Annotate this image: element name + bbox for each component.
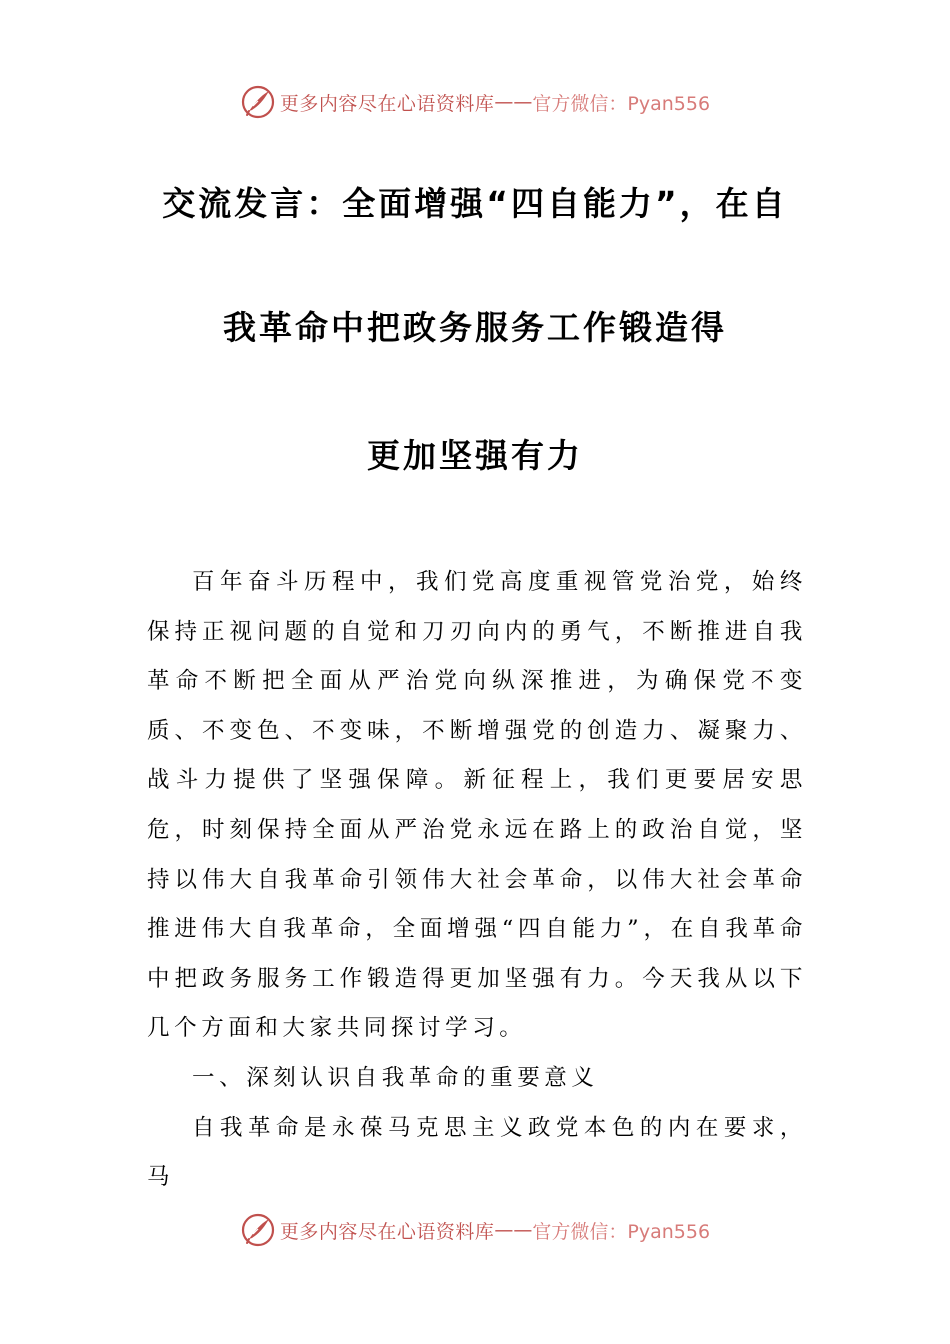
quill-logo-icon [240, 1212, 276, 1248]
body-paragraph: 百年奋斗历程中，我们党高度重视管党治党，始终保持正视问题的自觉和刀刃向内的勇气，不断推进自我革命不断把全面从严治党向纵深推进，为确保党不变质、不变色、不变味，不断增强党的创造力、凝聚力、战斗力提供了坚强保障。新征程上，我们更要居安思危，时刻保持全面从严治党永远在路上的政治自觉，坚持以伟大自我革命引领伟大社会革命，以伟大社会革命推进伟大自我革命，全面增强“四自能力”，在自我革命中把政务服务工作锻造得更加坚强有力。今天我从以下几个方面和大家共同探讨学习。 [147, 569, 807, 1042]
banner-dash: —— [494, 91, 533, 113]
banner-slogan: 更多内容尽在心语资料库 [279, 92, 495, 115]
document-title-line-3: 更加坚强有力 [367, 436, 583, 475]
footer-banner [0, 1210, 950, 1250]
header-banner [0, 82, 950, 122]
document-title-line-1: 交流发言：全面增强“四自能力”，在自 [162, 184, 788, 223]
document-body [147, 558, 807, 1203]
banner-dash: —— [494, 1219, 533, 1241]
banner-wechat: 官方微信：Pyan556 [532, 92, 711, 115]
banner-wechat: 官方微信：Pyan556 [532, 1220, 711, 1243]
banner-slogan: 更多内容尽在心语资料库 [279, 1220, 495, 1243]
body-paragraph: 自我革命是永葆马克思主义政党本色的内在要求，马 [147, 1114, 807, 1191]
quill-logo-icon [240, 84, 276, 120]
section-heading: 一、深刻认识自我革命的重要意义 [192, 1064, 599, 1091]
document-title-line-2: 我革命中把政务服务工作锻造得 [223, 308, 727, 347]
